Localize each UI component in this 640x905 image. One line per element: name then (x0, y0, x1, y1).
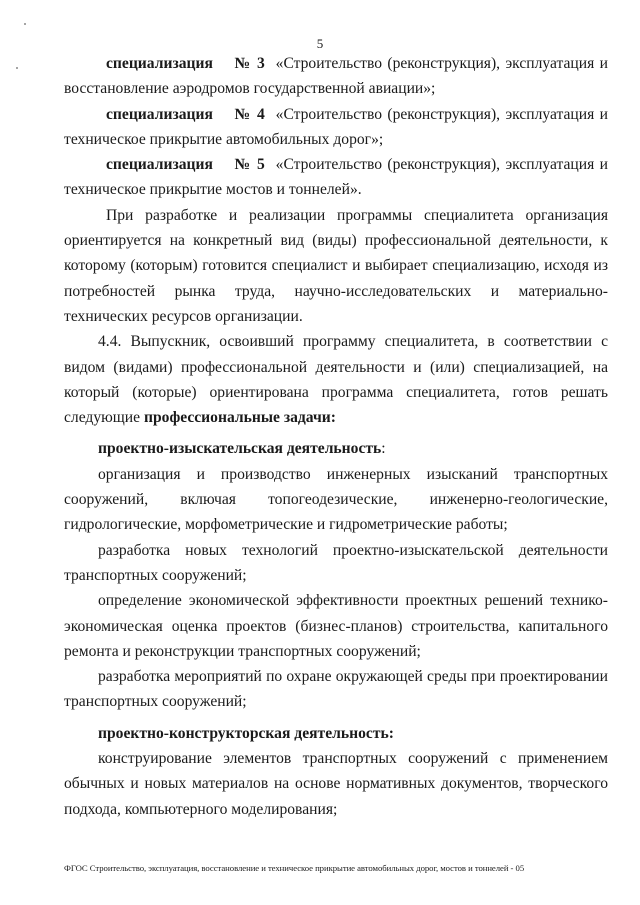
survey-task: разработка новых технологий проектно-изыскательской деятельности транспортных сооружений; (64, 541, 608, 584)
specialization-text: «Строительство (реконструкция), эксплуатация и техническое прикрытие автомобильных дорог»; (64, 105, 609, 148)
survey-task: организация и производство инженерных изысканий транспортных сооружений, включая топогеодезические, инженерно-геологические, гидрологические, морфометрические и гидрометрические работы; (64, 465, 608, 534)
page-footer: ФГОС Строительство, эксплуатация, восстановление и техническое прикрытие автомобильных дорог, мостов и тоннелей - 05 (64, 863, 525, 873)
specialization-item (64, 152, 608, 203)
specialization-text: «Строительство (реконструкция), эксплуатация и техническое прикрытие мостов и тоннелей». (64, 156, 609, 199)
survey-heading-text: проектно-изыскательская деятельность (98, 440, 382, 458)
scan-speck (24, 23, 26, 25)
design-heading-text: проектно-конструкторская деятельность: (98, 724, 394, 742)
program-paragraph: При разработке и реализации программы специалитета организация ориентируется на конкретный вид (виды) профессиональной деятельности, к которому (которым) готовится специалист и выбирает специализацию, исходя из потребностей рынка труда, научно-исследовательских и материально-технических ресурсов организации. (64, 206, 608, 325)
page-number: 5 (316, 36, 324, 51)
survey-task: определение экономической эффективности проектных решений технико-экономическая оценка проектов (бизнес-планов) строительства, капитального ремонта и реконструкции транспортных сооружений; (64, 592, 608, 660)
professional-tasks-heading: профессиональные задачи: (143, 409, 336, 427)
graduate-paragraph-text: 4.4. Выпускник, освоивший программу специалитета, в соответствии с видом (видами) профессиональной деятельности и (или) специализацией, на который (которые) ориентирована программа специалитета, готов решать следующие (64, 333, 608, 427)
specialization-item (64, 102, 608, 153)
survey-task: разработка мероприятий по охране окружающей среды при проектировании транспортных сооружений; (64, 668, 608, 711)
design-task: конструирование элементов транспортных сооружений с применением обычных и новых материалов на основе нормативных документов, творческого подхода, компьютерного моделирования; (64, 750, 608, 818)
specialization-label: специализация (106, 105, 213, 123)
specialization-text: «Строительство (реконструкция), эксплуатация и восстановление аэродромов государственной авиации»; (64, 55, 609, 98)
specialization-label: специализация (106, 55, 213, 72)
document-body (64, 51, 608, 822)
survey-section-heading (64, 436, 608, 461)
graduate-paragraph (64, 329, 608, 430)
specialization-label: специализация (106, 156, 213, 174)
survey-heading-colon: : (381, 440, 386, 458)
specialization-number: № 4 (234, 105, 265, 123)
specialization-number: № 5 (234, 156, 265, 174)
specialization-item (64, 51, 608, 102)
specialization-number: № 3 (234, 55, 265, 72)
design-section-heading (64, 721, 608, 746)
scan-speck (16, 67, 18, 69)
